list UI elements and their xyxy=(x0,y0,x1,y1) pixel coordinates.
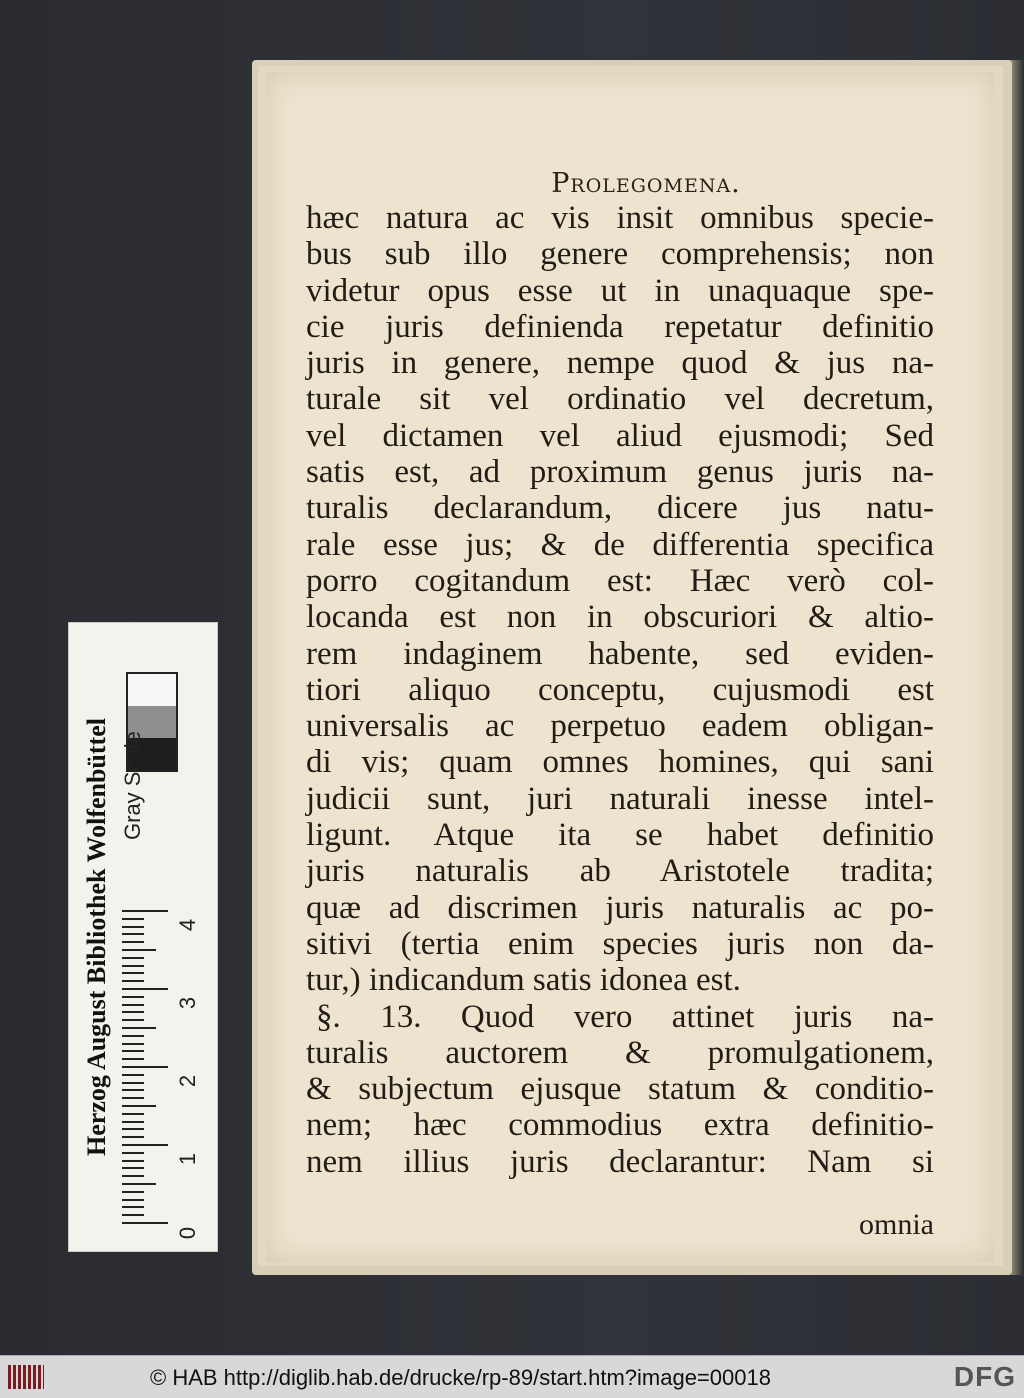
text-line: rale esse jus; & de differentia specifica xyxy=(306,526,934,563)
hab-logo-icon xyxy=(8,1365,44,1389)
text-line: turalis auctorem & promulgationem, xyxy=(306,1034,934,1071)
ruler-tick xyxy=(122,1175,144,1177)
ruler-tick xyxy=(122,1011,144,1013)
body-text xyxy=(306,200,934,1180)
ruler-tick xyxy=(122,980,144,982)
text-line: ligunt. Atque ita se habet definitio xyxy=(306,817,934,854)
ruler-tick xyxy=(122,1136,144,1138)
library-name-vertical xyxy=(77,623,117,1251)
library-name: Herzog August Bibliothek Wolfenbüttel xyxy=(82,718,111,1156)
ruler-tick xyxy=(122,996,144,998)
ruler-tick xyxy=(122,1222,168,1224)
ruler-tick xyxy=(122,1214,144,1216)
ruler-tick xyxy=(122,1199,144,1201)
text-line: hæc natura ac vis insit omnibus specie- xyxy=(306,200,934,236)
text-line: universalis ac perpetuo eadem obligan- xyxy=(306,708,934,745)
ruler-tick xyxy=(122,1058,144,1060)
ruler-tick xyxy=(122,926,144,928)
catchword: omnia xyxy=(859,1208,934,1241)
text-line: di vis; quam omnes homines, qui sani xyxy=(306,744,934,781)
ruler-tick xyxy=(122,965,144,967)
ruler-tick xyxy=(122,1105,156,1107)
text-line: videtur opus esse ut in unaquaque spe- xyxy=(306,272,934,309)
ruler-tick xyxy=(122,1019,144,1021)
ruler-tick xyxy=(122,1121,144,1123)
text-line: vel dictamen vel aliud ejusmodi; Sed xyxy=(306,417,934,454)
text-line: nem illius juris declarantur: Nam si xyxy=(306,1143,934,1180)
text-line: tur,) indicandum satis idonea est. xyxy=(306,962,741,999)
ruler-tick xyxy=(122,1043,144,1045)
text-line: quæ ad discrimen juris naturalis ac po- xyxy=(306,889,934,926)
text-line: juris in genere, nempe quod & jus na- xyxy=(306,345,934,382)
copyright-url[interactable]: © HAB http://diglib.hab.de/drucke/rp-89/start.htm?image=00018 xyxy=(150,1365,771,1390)
ruler-tick xyxy=(122,1082,144,1084)
ruler-tick xyxy=(122,1050,144,1052)
text-line: turalis declarandum, dicere jus natu- xyxy=(306,490,934,527)
book-page xyxy=(266,72,994,1262)
text-line: bus sub illo genere comprehensis; non xyxy=(306,236,934,273)
ruler-tick xyxy=(122,1152,144,1154)
ruler-number: 1 xyxy=(175,1152,201,1166)
ruler-number: 3 xyxy=(175,996,201,1010)
ruler-tick xyxy=(122,957,144,959)
section-13-line: §. 13. Quod vero attinet juris na- xyxy=(316,998,934,1035)
ruler-tick xyxy=(122,1089,144,1091)
text-line: cie juris definienda repetatur definitio xyxy=(306,308,934,345)
text-line: juris naturalis ab Aristotele tradita; xyxy=(306,853,934,890)
ruler xyxy=(122,910,170,1240)
text-line: rem indaginem habente, sed eviden- xyxy=(306,635,934,672)
ruler-tick xyxy=(122,1035,144,1037)
ruler-number: 2 xyxy=(175,1074,201,1088)
text-line: nem; hæc commodius extra definitio- xyxy=(306,1107,934,1144)
gray-scale-label: Gray Scale xyxy=(120,731,145,840)
ruler-tick xyxy=(122,1074,144,1076)
text-line: locanda est non in obscuriori & altio- xyxy=(306,599,934,636)
ruler-tick xyxy=(122,1191,144,1193)
ruler-tick xyxy=(122,1128,144,1130)
ruler-tick xyxy=(122,1113,144,1115)
dfg-logo: DFG xyxy=(953,1361,1016,1392)
ruler-tick xyxy=(122,910,168,912)
text-line: satis est, ad proximum genus juris na- xyxy=(306,454,934,491)
ruler-tick xyxy=(122,1160,144,1162)
ruler-tick xyxy=(122,933,144,935)
ruler-tick xyxy=(122,1097,144,1099)
text-line: turale sit vel ordinatio vel decretum, xyxy=(306,381,934,418)
text-line: sitivi (tertia enim species juris non da- xyxy=(306,925,934,962)
footer-bar xyxy=(0,1355,1024,1398)
ruler-tick xyxy=(122,1183,156,1185)
ruler-number: 4 xyxy=(175,918,201,932)
running-head: Prolegomena. xyxy=(551,168,741,199)
ruler-tick xyxy=(122,1027,156,1029)
ruler-tick xyxy=(122,918,144,920)
swatch-white xyxy=(128,674,176,706)
ruler-tick xyxy=(122,941,144,943)
ruler-tick xyxy=(122,988,168,990)
ruler-tick xyxy=(122,972,144,974)
ruler-number: 0 xyxy=(175,1226,201,1240)
ruler-tick xyxy=(122,1004,144,1006)
text-line: judicii sunt, juri naturali inesse intel- xyxy=(306,780,934,817)
text-line: & subjectum ejusque statum & conditio- xyxy=(306,1071,934,1108)
ruler-tick xyxy=(122,1144,168,1146)
text-line: porro cogitandum est: Hæc verò col- xyxy=(306,562,934,599)
ruler-tick xyxy=(122,1167,144,1169)
ruler-tick xyxy=(122,1206,144,1208)
ruler-tick xyxy=(122,949,156,951)
text-line: tiori aliquo conceptu, cujusmodi est xyxy=(306,671,934,708)
ruler-tick xyxy=(122,1066,168,1068)
